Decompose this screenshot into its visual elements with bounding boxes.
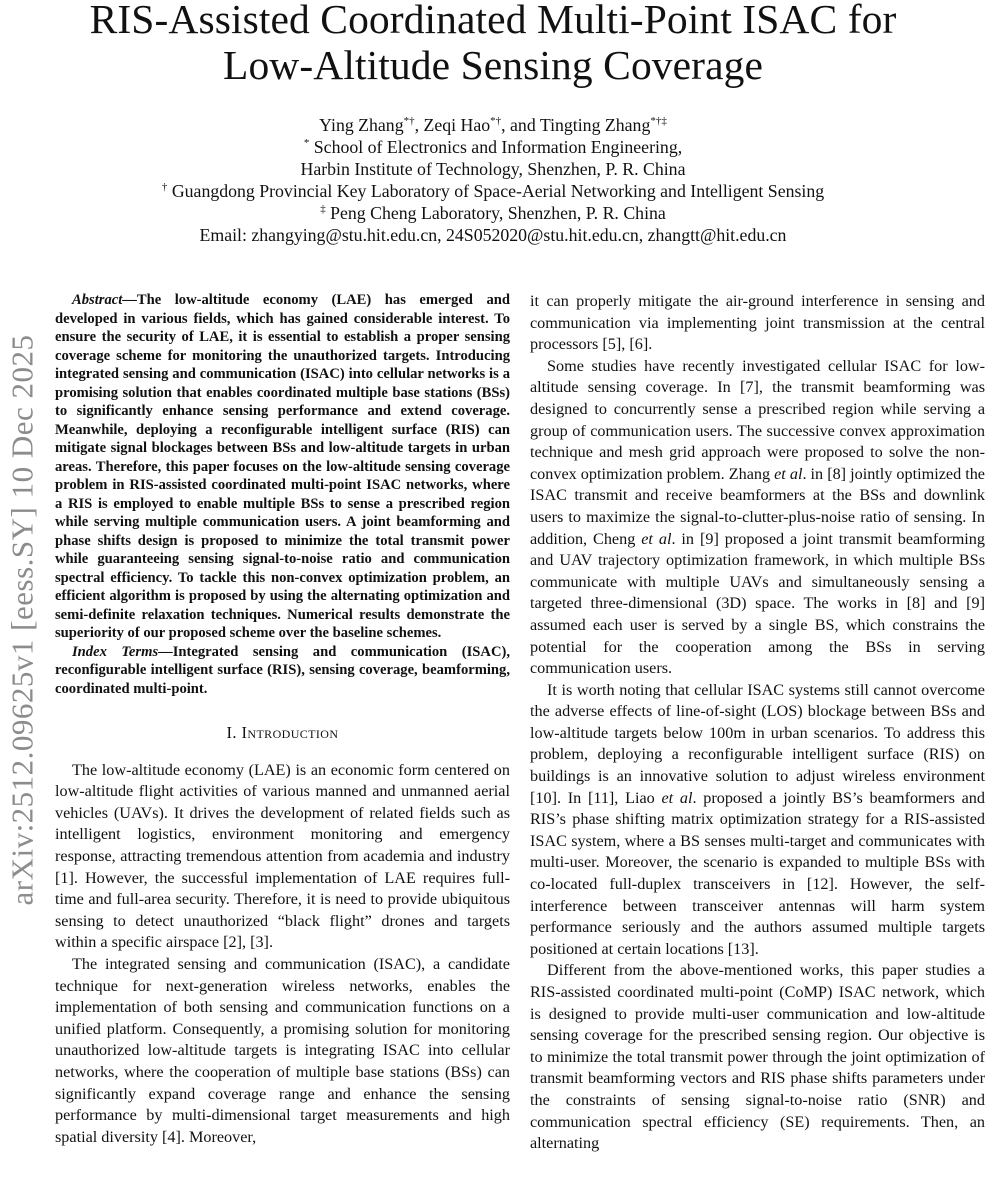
author-affiliation-marks: *† <box>490 115 502 128</box>
intro-paragraph-3 <box>530 356 985 680</box>
paragraph-text: Some studies have recently investigated cellular ISAC for low-altitude sensing coverage. In [7], the transmit beamforming was designed to concurrently sense a prescribed region while serving a group of communication users. The successive convex approximation technique and mesh grid approach were proposed to solve the non-convex optimization problem. Zhang <box>530 356 985 483</box>
affiliation-mark: * <box>303 137 310 150</box>
left-column <box>55 291 510 1201</box>
arxiv-identifier: arXiv:2512.09625v1 [eess.SY] 10 Dec 2025 <box>5 334 40 906</box>
affiliation-1-continued: Harbin Institute of Technology, Shenzhen, P. R. China <box>300 159 686 179</box>
author-affiliation-marks: *†‡ <box>650 115 667 128</box>
arxiv-sidebar-stamp <box>2 290 44 950</box>
paragraph-text: . proposed a jointly BS’s beamformers and RIS’s phase shifting matrix optimization strategy for a RIS-assisted ISAC system, where a BS senses multi-target and communicates with multi-user. Moreover, the scenario is expanded to multiple BSs with co-located full-duplex transceivers in [12]. However, the self-interference between transceiver antennas will harm system performance seriously and the authors assumed multiple targets positioned at certain locations [13]. <box>530 788 985 958</box>
intro-paragraph-4 <box>530 680 985 961</box>
affiliation-text: School of Electronics and Information Engineering, <box>309 137 683 157</box>
affiliation-mark: † <box>161 181 168 194</box>
author-block <box>0 114 986 246</box>
section-number: I. <box>226 723 242 742</box>
paragraph-text: . in [8] jointly optimized the ISAC transmit and receive beamformers at the BSs and downlink users to maximize the signal-to-clutter-plus-noise ratio of sensing. In addition, Cheng <box>530 464 985 548</box>
author-emails: Email: zhangying@stu.hit.edu.cn, 24S052020@stu.hit.edu.cn, zhangtt@hit.edu.cn <box>199 225 787 245</box>
section-heading-introduction <box>55 722 510 744</box>
affiliation-text: Peng Cheng Laboratory, Shenzhen, P. R. China <box>325 203 666 223</box>
affiliation-1 <box>0 136 986 158</box>
index-terms <box>55 643 510 699</box>
affiliation-3 <box>0 202 986 224</box>
abstract <box>55 291 510 643</box>
affiliation-mark: ‡ <box>320 203 326 216</box>
abstract-text: —The low-altitude economy (LAE) has emerged and developed in various fields, which has gained considerable interest. To ensure the security of LAE, it is essential to establish a proper sensing coverage scheme for monitoring the unauthorized targets. Introducing integrated sensing and communication (ISAC) into cellular networks is a promising solution that enables coordinated multiple base stations (BSs) to significantly enhance sensing performance and extend coverage. Meanwhile, deploying a reconfigurable intelligent surface (RIS) can mitigate signal blockages between BSs and low-altitude targets in urban areas. Therefore, this paper focuses on the low-altitude sensing coverage problem in RIS-assisted coordinated multi-point ISAC networks, where a RIS is employed to enable multiple BSs to sense a prescribed region while serving multiple communication users. A joint beamforming and phase shifts design is proposed to minimize the total transmit power while guaranteeing sensing signal-to-noise ratio and communication spectral efficiency. To tackle this non-convex optimization problem, an efficient algorithm is proposed by using the alternating optimization and semi-definite relaxation techniques. Numerical results demonstrate the superiority of our proposed scheme over the baseline schemes. <box>55 292 510 641</box>
paper-title-line-1: RIS-Assisted Coordinated Multi-Point ISAC for <box>89 0 897 42</box>
author-name: Zeqi Hao <box>423 115 491 135</box>
author-list <box>0 114 986 136</box>
paragraph-text: . in [9] proposed a joint transmit beamforming and UAV trajectory optimization framework, in which multiple BSs communicate with multiple UAVs and simultaneously sensing a targeted three-dimensional (3D) space. The works in [8] and [9] assumed each user is served by a single BS, which constrains the potential for the cooperation among the BSs in serving communication users. <box>530 529 985 678</box>
paper-title <box>0 0 986 88</box>
citation-et-al: et al <box>774 464 803 483</box>
intro-paragraph-5: Different from the above-mentioned works, this paper studies a RIS-assisted coordinated multi-point (CoMP) ISAC network, which is designed to provide multi-user communication and low-altitude sensing coverage for the prescribed sensing region. Our objective is to minimize the total transmit power through the joint optimization of transmit beamforming vectors and RIS phase shifts parameters under the constraints of sensing signal-to-noise ratio (SNR) and communication spectral efficiency (SE) requirements. Then, an alternating <box>530 961 985 1153</box>
section-title: Introduction <box>241 723 339 742</box>
author-separator: , <box>414 115 424 135</box>
index-terms-text: —Integrated sensing and communication (ISAC), reconfigurable intelligent surface (RIS), sensing coverage, beamforming, coordinated multi-point. <box>55 643 510 697</box>
index-terms-label: Index Terms <box>72 643 159 660</box>
citation-et-al: et al <box>641 529 672 548</box>
paper-title-line-2: Low-Altitude Sensing Coverage <box>223 42 763 88</box>
author-affiliation-marks: *† <box>403 115 415 128</box>
citation-et-al: et al <box>661 788 693 807</box>
abstract-label: Abstract <box>72 292 123 308</box>
intro-paragraph-2: The integrated sensing and communication (ISAC), a candidate technique for next-generation wireless networks, enables the implementation of both sensing and communication functions on a unified platform. Consequently, a promising solution for monitoring unauthorized low-altitude targets is integrating ISAC into cellular networks, where the cooperation of multiple base stations (BSs) can significantly expand coverage range and enhance the sensing performance by multi-dimensional target measurements and high spatial diversity [4]. Moreover, <box>55 954 510 1146</box>
author-name: Tingting Zhang <box>539 115 651 135</box>
affiliation-text: Guangdong Provincial Key Laboratory of Space-Aerial Networking and Intelligent Sensing <box>167 181 825 201</box>
paragraph-text: It is worth noting that cellular ISAC systems still cannot overcome the adverse effects of line-of-sight (LOS) blockage between BSs and low-altitude targets below 100m in urban scenarios. To address this problem, deploying a reconfigurable intelligent surface (RIS) on buildings is an innovative solution to adjust wireless environment [10]. In [11], Liao <box>530 680 985 807</box>
right-column <box>530 291 985 1201</box>
affiliation-2 <box>0 180 986 202</box>
author-name: Ying Zhang <box>319 115 404 135</box>
author-separator: , and <box>501 115 540 135</box>
intro-paragraph-2-continued: it can properly mitigate the air-ground interference in sensing and communication via implementing joint transmission at the central processors [5], [6]. <box>530 292 985 354</box>
intro-paragraph-1: The low-altitude economy (LAE) is an economic form centered on low-altitude flight activities of various manned and unmanned aerial vehicles (UAVs). It drives the development of related fields such as intelligent logistics, environment monitoring and emergency response, attracting tremendous attention from academia and industry [1]. However, the successful implementation of LAE requires full-time and full-area security. Therefore, it is need to provide ubiquitous sensing to detect unauthorized “black flight” drones and targets within a specific airspace [2], [3]. <box>55 760 510 952</box>
